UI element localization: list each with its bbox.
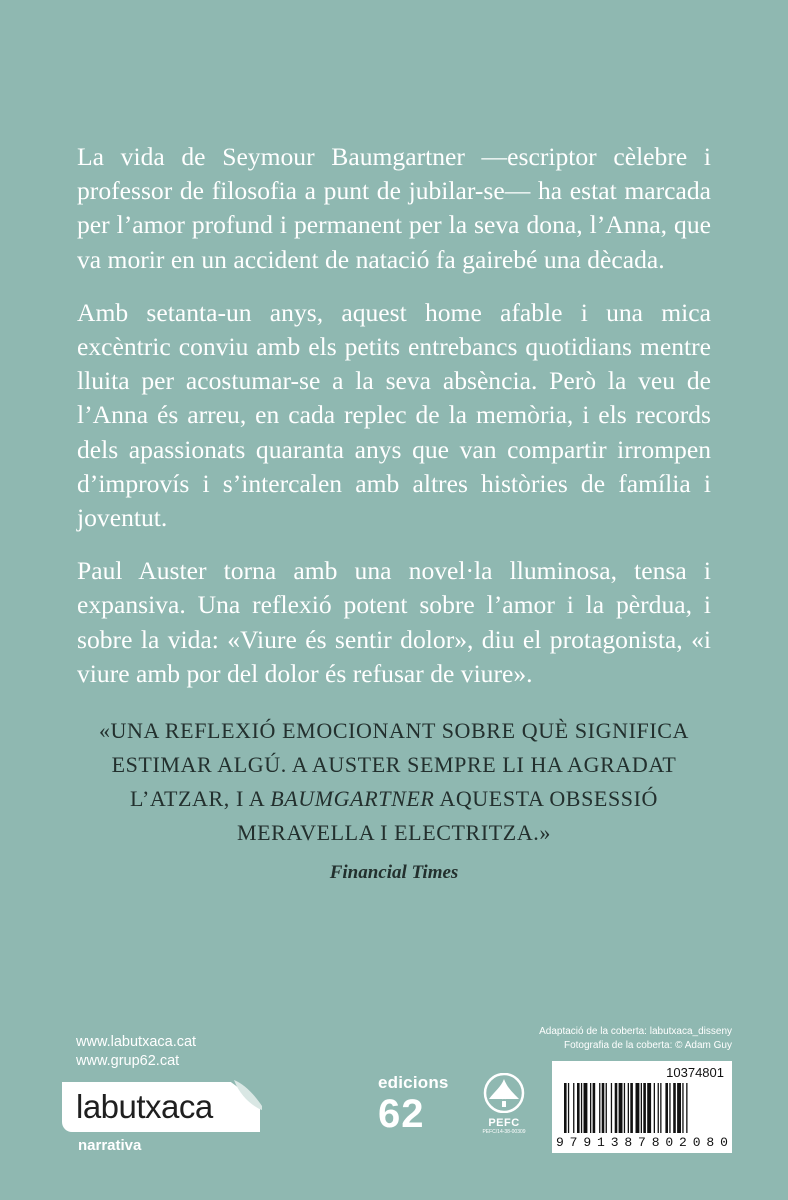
barcode-digit: 2	[679, 1135, 687, 1150]
barcode-digit: 0	[665, 1135, 674, 1150]
url-grup62[interactable]: www.grup62.cat	[76, 1053, 180, 1069]
barcode-digit: 8	[651, 1135, 660, 1150]
blurb-paragraph-2: Amb setanta-un anys, aquest home afable i una mica excèntric conviu amb els petits entrebancs quotidians mentre lluita per acostumar-se a la seva absència. Però la veu de l’Anna és arreu, en cada replec de la memòria, i els records dels apassionats quaranta anys que van compartir irrompen d’improvís i s’intercalen amb altres històries de família i joventut.	[77, 297, 711, 533]
barcode-digit: 0	[692, 1135, 701, 1150]
edicions62-logo: edicions 62	[378, 1073, 449, 1136]
credit-photo: Fotografia de la coberta: © Adam Guy	[563, 1040, 732, 1051]
barcode-digit: 7	[638, 1135, 646, 1150]
collection-label: narrativa	[78, 1137, 142, 1154]
press-quote-text: «UNA REFLEXIÓ EMOCIONANT SOBRE QUÈ SIGNIFICA ESTIMAR ALGÚ. A AUSTER SEMPRE LI HA AGRADAT L’ATZAR, I A BAUMGARTNER AQUESTA OBSESSIÓ MERAVELLA I ELECTRITZA.»	[98, 718, 690, 845]
pefc-logo: PEFC PEFC/14-38-00309	[481, 1073, 527, 1135]
credit-design: Adaptació de la coberta: labutxaca_disseny	[539, 1026, 732, 1037]
website-links	[76, 1033, 196, 1071]
barcode-ref: 10374801	[666, 1065, 724, 1080]
isbn-barcode	[552, 1061, 732, 1153]
barcode-digit: 3	[610, 1135, 619, 1150]
labutxaca-logo	[62, 1082, 260, 1132]
barcode-digit: 8	[706, 1135, 715, 1150]
barcode-digits	[556, 1135, 728, 1150]
back-cover-blurb	[77, 140, 711, 710]
barcode-digit: 9	[556, 1135, 564, 1150]
barcode-digit: 9	[583, 1135, 592, 1150]
logo-wordmark: labutxaca	[76, 1088, 213, 1125]
barcode-digit: 1	[597, 1135, 605, 1150]
blurb-paragraph-1: La vida de Seymour Baumgartner —escriptor cèlebre i professor de filosofia a punt de jubilar-se— ha estat marcada per l’amor profund i permanent per la seva dona, l’Anna, que va morir en un accident de natació fa gairebé una dècada.	[77, 142, 711, 274]
blurb-paragraph-3: Paul Auster torna amb una novel·la lluminosa, tensa i expansiva. Una reflexió potent sobre l’amor i la pèrdua, i sobre la vida: «Viure és sentir dolor», diu el protagonista, «i viure amb por del dolor és refusar de viure».	[77, 556, 711, 688]
barcode-bars-icon	[564, 1083, 720, 1133]
barcode-digit: 7	[569, 1135, 578, 1150]
pefc-tree-icon	[481, 1073, 527, 1113]
quote-source: Financial Times	[329, 862, 459, 883]
barcode-digit: 0	[720, 1135, 728, 1150]
url-labutxaca[interactable]: www.labutxaca.cat	[76, 1034, 197, 1050]
page-curl-icon	[228, 1080, 262, 1110]
press-quote	[60, 714, 728, 890]
book-title: BAUMGARTNER	[270, 786, 435, 811]
barcode-digit: 8	[624, 1135, 633, 1150]
cover-credits	[539, 1025, 732, 1053]
